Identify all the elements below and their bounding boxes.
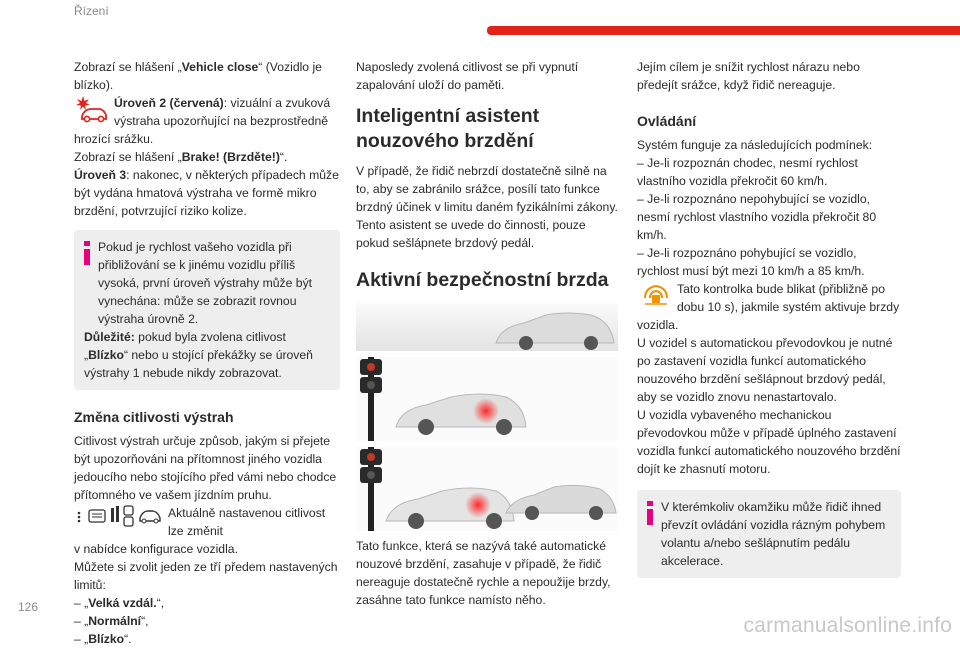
option-label: Velká vzdál.: [88, 596, 157, 610]
assist-text: V případě, že řidič nebrzdí dostatečně silně na to, aby se zabránilo srážce, posílí tato funkce brzdný účinek v limitu daném fyzikálními zákony. Tento asistent se uvede do činnosti, pouze pokud sešlápnete brzdový pedál.: [356, 164, 618, 250]
option-close: [74, 630, 340, 648]
level2-paragraph: [74, 94, 340, 148]
level2-label: Úroveň 2 (červená): [114, 96, 224, 110]
info-icon: [84, 241, 90, 270]
vehicle-close-label: Vehicle close: [181, 60, 259, 74]
screen-icon: [88, 509, 106, 528]
illustration-vehicle-behind-car: [356, 303, 618, 351]
text: Tato kontrolka bude blikat (přibližně po dobu 10 s), jakmile systém aktivuje brzdy vozidla.: [637, 282, 900, 332]
illustration-two-cars: [356, 447, 618, 531]
level3-paragraph: [74, 166, 340, 220]
vehicle-close-paragraph: [74, 58, 340, 94]
info-box-driver-override: [637, 490, 901, 578]
text: Zobrazí se hlášení „: [74, 60, 182, 74]
sensitivity-heading: Změna citlivosti výstrah: [74, 409, 234, 425]
active-brake-heading: Aktivní bezpečnostní brzda: [356, 269, 609, 291]
level3-label: Úroveň 3: [74, 168, 127, 182]
option-far: [74, 594, 340, 612]
menu-text: v nabídce konfigurace vozidla.: [74, 542, 238, 556]
text: pokud byla zvolena citlivost „: [84, 330, 286, 362]
brake-paragraph: [74, 148, 340, 166]
goal-text: Jejím cílem je snížit rychlost nárazu nebo předejít srážce, když řidič nereaguje.: [637, 60, 860, 92]
text: “,: [156, 596, 165, 610]
blizko-label: Blízko: [88, 348, 124, 362]
automatic-gearbox-text: U vozidel s automatickou převodovkou je nutné po zastavení vozidla funkcí automatického nouzového brzdění sešlápnout brzdový pedál, aby se vozidlo znovu nenastartovalo.: [637, 336, 893, 404]
text: Aktuálně nastavenou citlivost lze změnit: [168, 506, 326, 538]
condition-moving: – Je-li rozpoznáno pohybující se vozidlo, rychlost musí být mezi 10 km/h a 85 km/h.: [637, 246, 865, 278]
assist-heading: Inteligentní asistent nouzového brzdění: [356, 105, 540, 152]
last-sensitivity-text: Naposledy zvolená citlivost se při vypnutí zapalování uloží do paměti.: [356, 60, 579, 92]
choose-text: Můžete si zvolit jeden ze tří předem nastavených limitů:: [74, 560, 338, 592]
dots-icon: [74, 510, 84, 528]
column-2: [356, 58, 618, 609]
page-number: 126: [18, 600, 39, 614]
settings-paragraph: [74, 504, 340, 540]
info-icon: [647, 501, 653, 530]
text: “.: [124, 632, 132, 646]
text: : nakonec, v některých případech může být vydána hmatová výstraha ve formě mikro brzdění, potvrzující riziko kolize.: [74, 168, 339, 218]
column-3: [637, 58, 901, 590]
text: : vizuální a zvuková výstraha upozorňující na bezprostředně hrozící srážku.: [74, 96, 331, 146]
manual-gearbox-text: U vozidla vybaveného mechanickou převodovkou může v případě úplného zastavení vozidla funkcí automatického nouzového brzdění dojít ke zhasnutí motoru.: [637, 408, 901, 476]
collision-warning-icon: [74, 94, 108, 129]
text: – „: [74, 632, 89, 646]
condition-pedestrian: – Je-li rozpoznán chodec, nesmí rychlost vlastního vozidla překročit 60 km/h.: [637, 156, 858, 188]
info-box: [74, 230, 340, 390]
text: “ (Vozidlo je blízko).: [74, 60, 322, 92]
text: – „: [74, 596, 89, 610]
brake-label: Brake! (Brzděte!): [181, 150, 280, 164]
esp-warning-icon: [641, 280, 671, 313]
condition-stationary: – Je-li rozpoznáno nepohybující se vozidlo, nesmí rychlost vlastního vozidla překročit 80 km/h.: [637, 192, 877, 242]
illustration-traffic-light-car: [356, 357, 618, 441]
option-normal: [74, 612, 340, 630]
text: Zobrazí se hlášení „: [74, 150, 182, 164]
text: “ nebo u stojící překážky se úroveň výstrahy 1 nebude nikdy zobrazovat.: [84, 348, 313, 380]
active-brake-text: Tato funkce, která se nazývá také automatické nouzové brzdění, zasahuje v případě, že řidič nereaguje dostatečně rychle a nepoužije brzdy, zasáhne tato funkce namísto něho.: [356, 539, 611, 607]
watermark: carmanualsonline.info: [743, 614, 952, 637]
important-note: [84, 328, 330, 382]
text: “.: [279, 150, 288, 164]
vehicle-settings-icon: [110, 504, 134, 533]
sensitivity-text: Citlivost výstrah určuje způsob, jakým si přejete být upozorňováni na přítomnost jiného vozidla jedoucího nebo stojícího před vámi nebo chodce přítomného ve vašem jízdním pruhu.: [74, 434, 337, 502]
text: – „: [74, 614, 89, 628]
header-accent-bar: [487, 26, 960, 35]
column-1: [74, 58, 340, 648]
conditions-text: Systém funguje za následujících podmínek:: [637, 138, 873, 152]
option-label: Normální: [88, 614, 142, 628]
control-heading: Ovládání: [637, 113, 697, 129]
settings-icons: [74, 504, 162, 533]
important-label: Důležité:: [84, 330, 135, 344]
car-sensitivity-icon: [138, 507, 162, 530]
header-section-title: Řízení: [74, 4, 109, 18]
driver-override-text: V kterémkoliv okamžiku může řidič ihned převzít ovládání vozidla rázným pohybem volantu a/nebo sešlápnutím pedálu akcelerace.: [661, 500, 886, 568]
text: “,: [141, 614, 149, 628]
option-label: Blízko: [88, 632, 125, 646]
info-text: Pokud je rychlost vašeho vozidla při přibližování se k jinému vozidlu příliš vysoká, první úroveň výstrahy může být vynechána: může se zobrazit rovnou výstraha úrovně 2.: [98, 240, 313, 326]
blink-paragraph: [637, 280, 901, 334]
